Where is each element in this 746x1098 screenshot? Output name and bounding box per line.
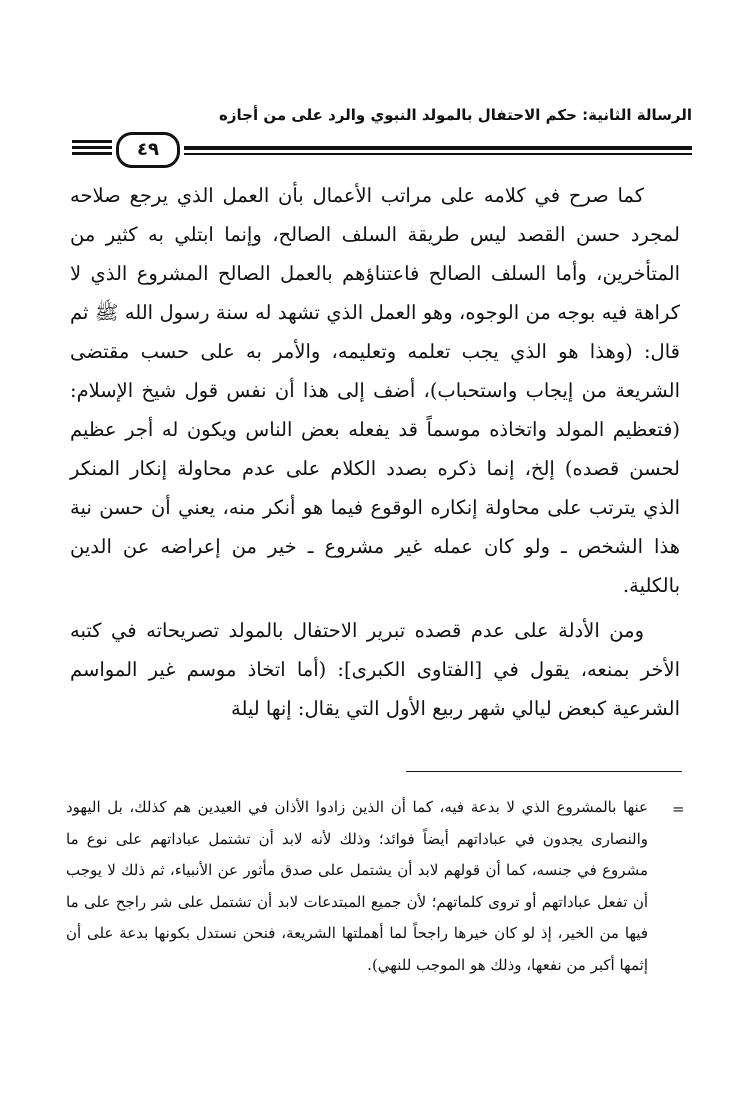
footnote-separator bbox=[406, 771, 682, 772]
header-rule-thin bbox=[184, 153, 692, 155]
header-rule-thick bbox=[184, 146, 692, 150]
header-ornament bbox=[72, 140, 112, 162]
footnote-text: عنها بالمشروع الذي لا بدعة فيه، كما أن الذين زادوا الأذان في العيدين هم كذلك، بل اليهود والنصارى يجدون في عباداتهم أيضاً فوائد؛ وذلك لأنه لابد أن تشتمل عباداتهم على نوع ما مشروع في جنسه، كما أن قولهم لابد أن يشتمل على صدق مأثور عن الأنبياء، ثم ذلك لا يوجب أن تفعل عباداتهم أو تروى كلماتهم؛ لأن جميع المبتدعات لابد أن تشتمل على شر راجح على ما فيها من الخير، إذ لو كان خيرها راجحاً لما أهملتها الشريعة، فنحن نستدل بكونها بدعة على أن إثمها أكبر من نفعها، وذلك هو الموجب للنهي). bbox=[66, 798, 648, 974]
paragraph-2: ومن الأدلة على عدم قصده تبرير الاحتفال بالمولد تصريحاته في كتبه الأخر بمنعه، يقول في [الفتاوى الكبرى]: (أما اتخاذ موسم غير المواسم الشرعية كبعض ليالي شهر ربيع الأول التي يقال: إنها ليلة bbox=[70, 619, 680, 720]
footnote-continuation-marker: = bbox=[672, 800, 685, 818]
running-header-title: الرسالة الثانية: حكم الاحتفال بالمولد النبوي والرد على من أجازه bbox=[219, 106, 692, 124]
page-number: ٤٩ bbox=[116, 132, 180, 168]
main-text bbox=[70, 176, 680, 728]
paragraph-1: كما صرح في كلامه على مراتب الأعمال بأن العمل الذي يرجع صلاحه لمجرد حسن القصد ليس طريقة السلف الصالح، وإنما ابتلي به كثير من المتأخرين، وأما السلف الصالح فاعتناؤهم بالعمل الصالح المشروع الذي لا كراهة فيه بوجه من الوجوه، وهو العمل الذي تشهد له سنة رسول الله ﷺ ثم قال: (وهذا هو الذي يجب تعلمه وتعليمه، والأمر به على حسب مقتضى الشريعة من إيجاب واستحباب)، أضف إلى هذا أن نفس قول شيخ الإسلام: (فتعظيم المولد واتخاذه موسماً قد يفعله بعض الناس ويكون له أجر عظيم لحسن قصده) إلخ، إنما ذكره بصدد الكلام على عدم محاولة إنكار المنكر الذي يترتب على محاولة إنكاره الوقوع فيما هو أنكر منه، يعني أن حسن نية هذا الشخص ـ ولو كان عمله غير مشروع ـ خير من إعراضه عن الدين بالكلية. bbox=[70, 184, 680, 597]
running-header bbox=[72, 98, 692, 160]
